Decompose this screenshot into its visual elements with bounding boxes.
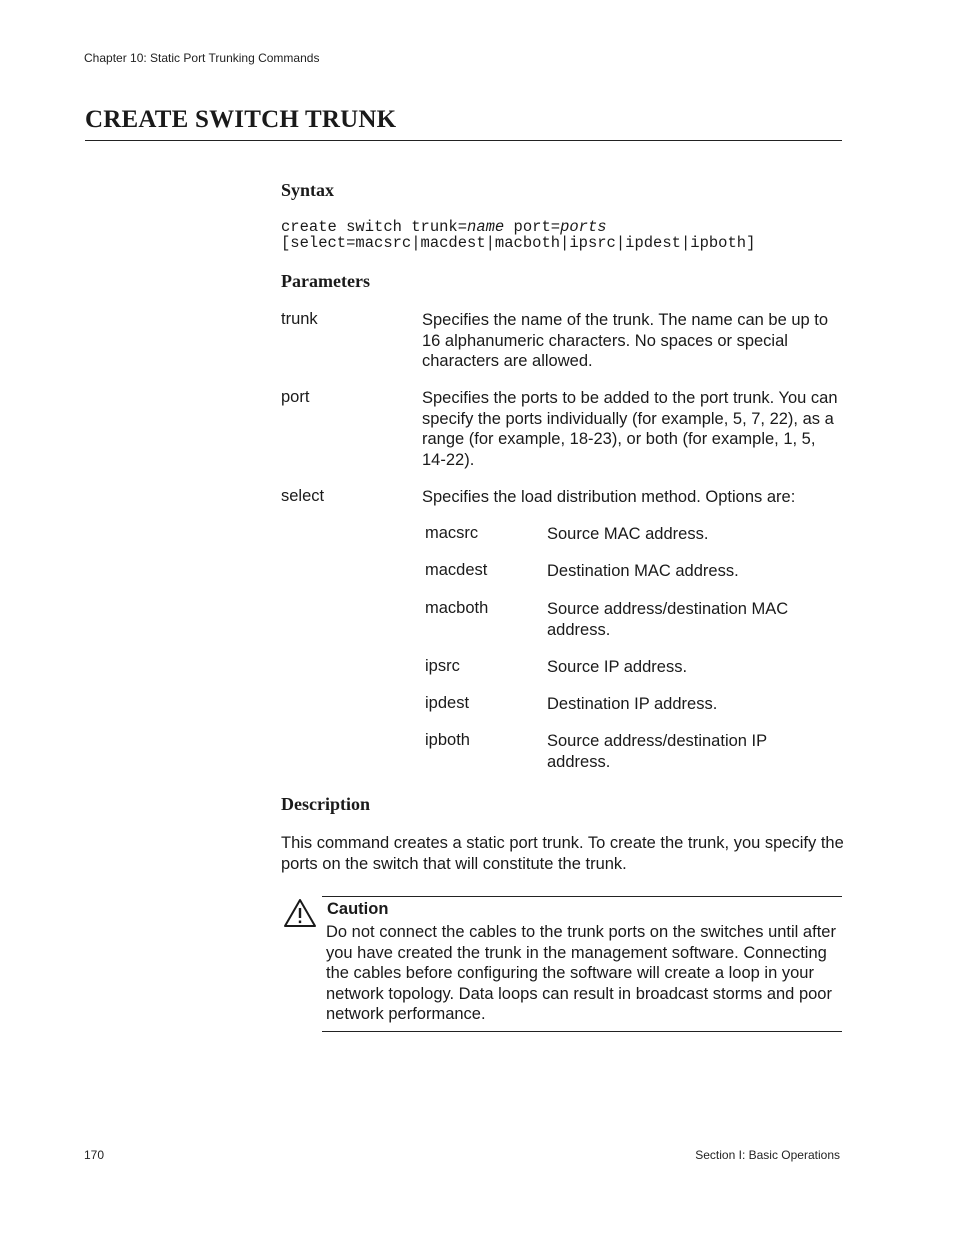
option-desc: Destination MAC address.: [547, 562, 739, 580]
syntax-heading: Syntax: [281, 180, 335, 200]
option-name: macdest: [425, 561, 488, 579]
param-select-desc: Specifies the load distribution method. Options are:: [422, 488, 796, 506]
parameters-heading: Parameters: [281, 271, 370, 291]
option-desc: Source MAC address.: [547, 525, 709, 543]
caution-top-rule: [322, 896, 842, 897]
option-desc: Source address/destination MAC address.: [547, 600, 789, 639]
option-desc: Source address/destination IP address.: [547, 732, 767, 771]
caution-text: Do not connect the cables to the trunk ports on the switches until after you have created the trunk in the management software. Connecting the cables before configuring the software will create a loop in your network topology. Data loops can result in broadcast storms and poor network performance.: [326, 923, 836, 1023]
caution-bottom-rule: [322, 1031, 842, 1032]
syntax-port-keyword: port=: [504, 218, 561, 236]
option-name: macsrc: [425, 524, 479, 542]
caution-title: Caution: [327, 900, 389, 918]
syntax-name-arg: name: [467, 218, 505, 236]
param-port-desc: Specifies the ports to be added to the port trunk. You can specify the ports individually (for example, 5, 7, 22), as a range (for example, 18-23), or both (for example, 1, 5, 14-22).: [422, 389, 838, 469]
page-number: 170: [84, 1148, 105, 1162]
option-name: macboth: [425, 599, 489, 617]
description-heading: Description: [281, 794, 370, 814]
option-name: ipsrc: [425, 657, 460, 675]
param-select-name: select: [281, 487, 325, 505]
title-rule: [85, 140, 842, 141]
param-port-name: port: [281, 388, 310, 406]
syntax-line-2: [select=macsrc|macdest|macboth|ipsrc|ipdest|ipboth]: [281, 234, 756, 252]
syntax-ports-arg: ports: [560, 218, 607, 236]
option-name: ipdest: [425, 694, 470, 712]
option-name: ipboth: [425, 731, 470, 749]
running-footer-section: Section I: Basic Operations: [695, 1148, 840, 1162]
option-desc: Source IP address.: [547, 658, 688, 676]
warning-triangle-icon: [283, 898, 317, 928]
param-trunk-desc: Specifies the name of the trunk. The name can be up to 16 alphanumeric characters. No spaces or special characters are allowed.: [422, 311, 829, 370]
param-trunk-name: trunk: [281, 310, 318, 328]
running-header: Chapter 10: Static Port Trunking Commands: [84, 51, 320, 65]
option-desc: Destination IP address.: [547, 695, 718, 713]
description-text: This command creates a static port trunk. To create the trunk, you specify the ports on the switch that will constitute the trunk.: [281, 834, 844, 873]
page-title: CREATE SWITCH TRUNK: [85, 106, 397, 133]
syntax-line-1: [281, 219, 607, 235]
syntax-command: create switch trunk=: [281, 218, 468, 236]
